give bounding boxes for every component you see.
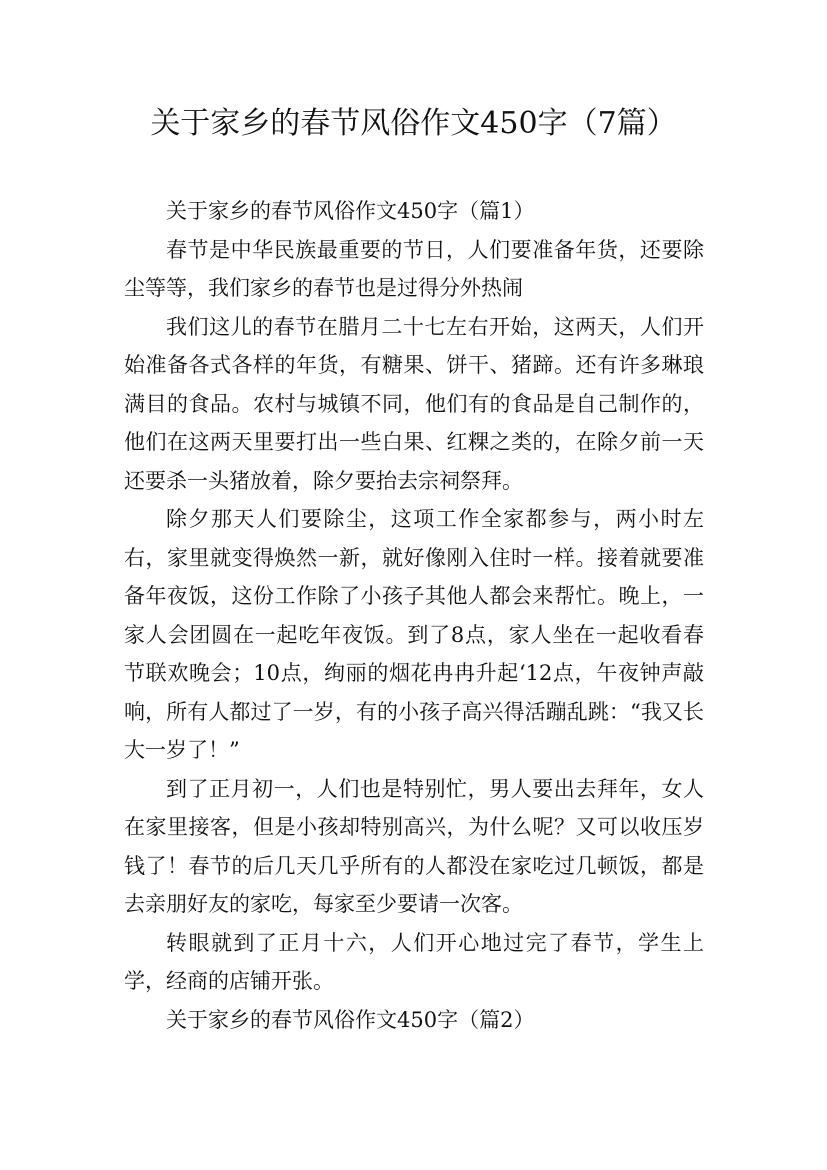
section-heading-2: 关于家乡的春节风俗作文450字（篇2） bbox=[166, 1007, 535, 1032]
paragraph: 我们这儿的春节在腊月二十七左右开始，这两天，人们开始准备各式各样的年货，有糖果、饼干、猪蹄。还有许多琳琅满目的食品。农村与城镇不同，他们有的食品是自己制作的，他们在这两天里要打出一些白果、红粿之类的，在除夕前一天还要杀一头猪放着，除夕要抬去宗祠祭拜。 bbox=[124, 314, 704, 493]
document-title: 关于家乡的春节风俗作文450字（7篇） bbox=[150, 106, 677, 141]
document-body bbox=[124, 192, 704, 1039]
paragraph: 转眼就到了正月十六，人们开心地过完了春节，学生上学，经商的店铺开张。 bbox=[124, 930, 704, 993]
section-heading-1: 关于家乡的春节风俗作文450字（篇1） bbox=[166, 199, 535, 223]
paragraph: 到了正月初一，人们也是特别忙，男人要出去拜年，女人在家里接客，但是小孩却特别高兴，为什么呢？又可以收压岁钱了！春节的后几天几乎所有的人都没在家吃过几顿饭，都是去亲朋好友的家吃，每家至少要请一次客。 bbox=[124, 776, 704, 916]
paragraph: 春节是中华民族最重要的节日，人们要准备年货，还要除尘等等，我们家乡的春节也是过得分外热闹 bbox=[124, 237, 704, 300]
paragraph: 除夕那天人们要除尘，这项工作全家都参与，两小时左右，家里就变得焕然一新，就好像刚入住时一样。接着就要准备年夜饭，这份工作除了小孩子其他人都会来帮忙。晚上，一家人会团圆在一起吃年夜饭。到了8点，家人坐在一起收看春节联欢晚会；10点，绚丽的烟花冉冉升起‘12点，午夜钟声敲响，所有人都过了一岁，有的小孩子高兴得活蹦乱跳：“我又长大一岁了！” bbox=[124, 507, 704, 762]
